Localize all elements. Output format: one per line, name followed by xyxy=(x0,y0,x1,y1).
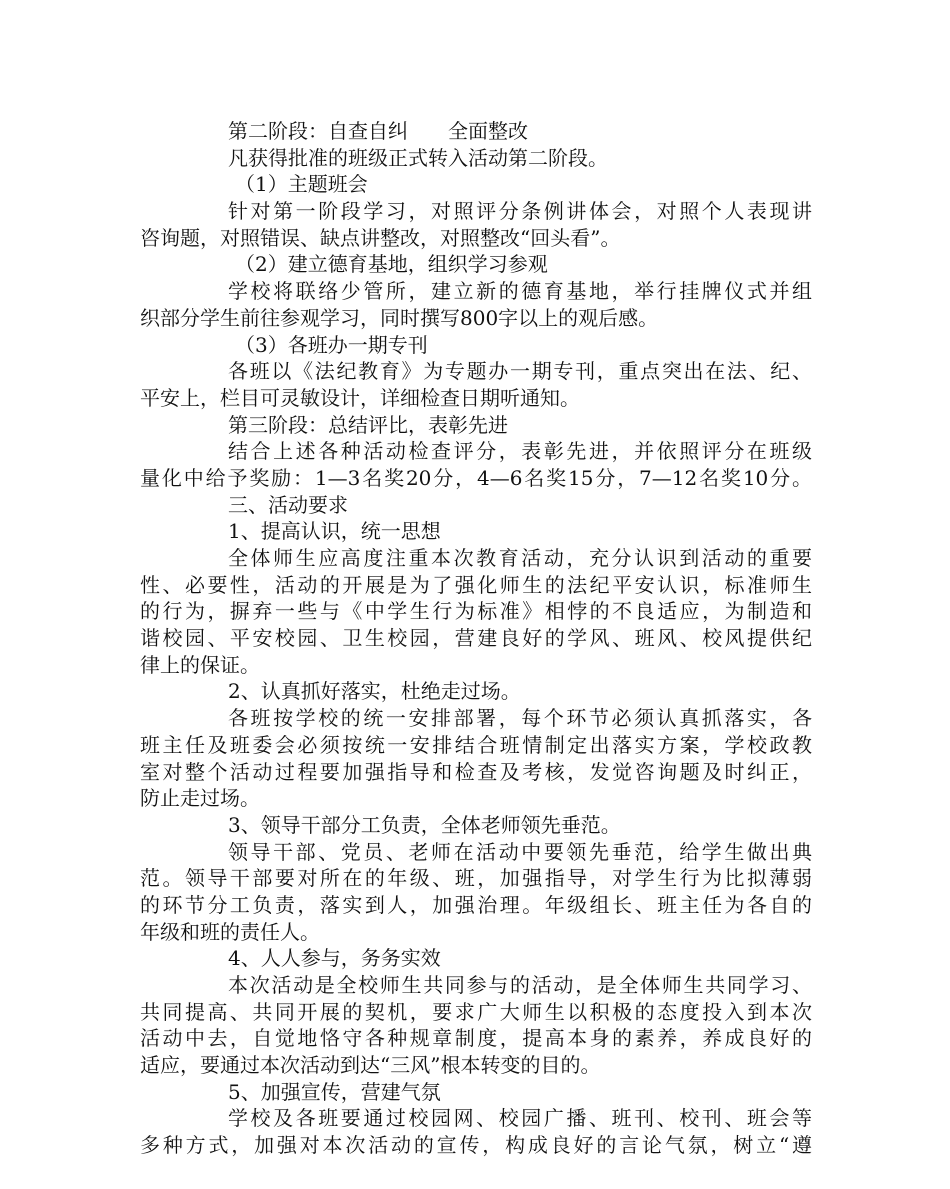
text-line: 防止走过场。 xyxy=(140,786,260,811)
text-line: 咨询题，对照错误、缺点讲整改，对照整改“回头看”。 xyxy=(140,225,621,250)
text-line: 3、领导干部分工负责，全体老师领先垂范。 xyxy=(228,812,621,837)
text-line: 领导干部、党员、老师在活动中要领先垂范，给学生做出典 xyxy=(228,839,812,864)
text-line: 5、加强宣传，营建气氛 xyxy=(228,1079,441,1104)
text-line: 多种方式，加强对本次活动的宣传，构成良好的言论气氛，树立“遵 xyxy=(140,1133,812,1158)
text-line: 的行为，摒弃一些与《中学生行为标准》相悖的不良适应，为制造和 xyxy=(140,599,812,624)
text-line: 凡获得批准的班级正式转入活动第二阶段。 xyxy=(228,145,608,170)
text-line: 性、必要性，活动的开展是为了强化师生的法纪平安认识，标准师生 xyxy=(140,572,812,597)
text-line: 学校及各班要通过校园网、校园广播、班刊、校刊、班会等 xyxy=(228,1106,812,1131)
text-line: 各班以《法纪教育》为专题办一期专刊，重点突出在法、纪、 xyxy=(228,359,812,384)
text-line: 律上的保证。 xyxy=(140,652,260,677)
text-line: 班主任及班委会必须按统一安排结合班情制定出落实方案，学校政教 xyxy=(140,732,812,757)
text-line: 全体师生应高度注重本次教育活动，充分认识到活动的重要 xyxy=(228,546,812,570)
text-line: 第二阶段：自查自纠 全面整改 xyxy=(228,119,528,143)
text-line: 4、人人参与，务务实效 xyxy=(228,946,441,971)
text-line: （2）建立德育基地，组织学习参观 xyxy=(235,252,548,277)
text-line: 量化中给予奖励：1—3名奖20分，4—6名奖15分，7—12名奖10分。 xyxy=(140,465,812,490)
text-line: 室对整个活动过程要加强指导和检查及考核，发觉咨询题及时纠正， xyxy=(140,759,812,784)
text-line: （1）主题班会 xyxy=(235,172,368,197)
text-line: 第三阶段：总结评比，表彰先进 xyxy=(228,412,508,437)
text-line: 针对第一阶段学习，对照评分条例讲体会，对照个人表现讲 xyxy=(228,199,812,224)
text-line: 活动中去，自觉地恪守各种规章制度，提高本身的素养，养成良好的 xyxy=(140,1026,812,1051)
text-line: 织部分学生前往参观学习，同时撰写800字以上的观后感。 xyxy=(140,305,659,330)
text-line: 各班按学校的统一安排部署，每个环节必须认真抓落实，各 xyxy=(228,706,812,731)
document-page xyxy=(140,118,812,1159)
text-line: （3）各班办一期专刊 xyxy=(235,332,428,357)
text-line: 结合上述各种活动检查评分，表彰先进，并依照评分在班级 xyxy=(228,439,812,464)
text-line: 三、活动要求 xyxy=(228,492,348,517)
text-line: 的环节分工负责，落实到人，加强治理。年级组长、班主任为各自的 xyxy=(140,892,812,917)
text-line: 范。领导干部要对所在的年级、班，加强指导，对学生行为比拟薄弱 xyxy=(140,866,812,891)
text-line: 本次活动是全校师生共同参与的活动，是全体师生共同学习、 xyxy=(228,973,812,997)
text-line: 学校将联络少管所，建立新的德育基地，举行挂牌仪式并组 xyxy=(228,279,812,304)
text-line: 2、认真抓好落实，杜绝走过场。 xyxy=(228,679,521,704)
text-line: 谐校园、平安校园、卫生校园，营建良好的学风、班风、校风提供纪 xyxy=(140,626,812,651)
text-line: 平安上，栏目可灵敏设计，详细检查日期听通知。 xyxy=(140,385,580,410)
text-line: 1、提高认识，统一思想 xyxy=(228,519,441,544)
text-line: 共同提高、共同开展的契机，要求广大师生以积极的态度投入到本次 xyxy=(140,999,812,1024)
text-line: 适应，要通过本次活动到达“三风”根本转变的目的。 xyxy=(140,1053,601,1078)
text-line: 年级和班的责任人。 xyxy=(140,919,320,944)
